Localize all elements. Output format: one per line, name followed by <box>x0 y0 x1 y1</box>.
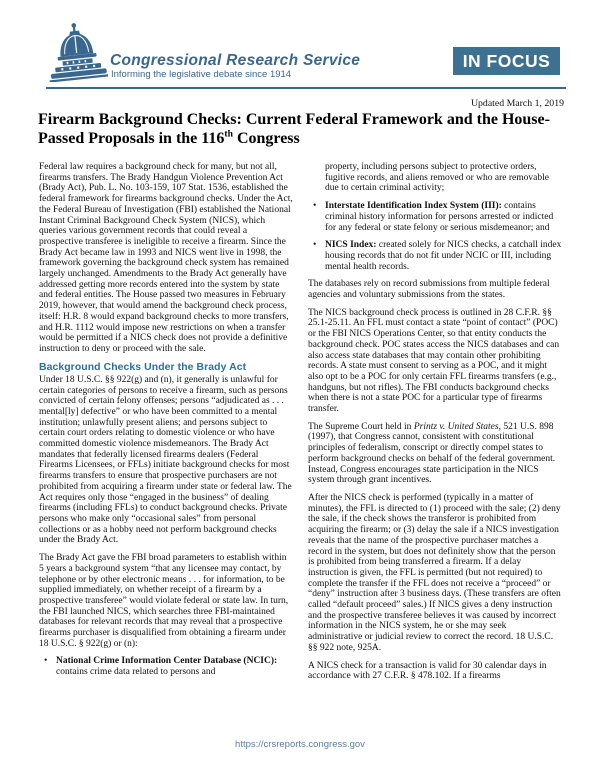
bullet-iii-text: contains criminal history information for persons arrested or indicted for any federal or state felony or serious misdemeanor; and <box>325 201 554 233</box>
document-title <box>38 111 566 149</box>
bullet-iii <box>308 201 562 233</box>
page-footer <box>0 739 600 750</box>
title-text: Firearm Background Checks: Current Federal Framework and the House-Passed Proposals in the 116 <box>38 111 550 147</box>
printz-post: , 521 U.S. 898 (1997), that Congress cannot, consistent with constitutional principles of federalism, conscript or directly compel states to perform background checks on behalf of the federal government. Instead, Congress encourages state participation in the NICS system through grant incentives. <box>308 421 556 486</box>
header-divider <box>46 87 566 89</box>
paragraph-poc-process: The NICS background check process is outlined in 28 C.F.R. §§ 25.1-25.11. An FFL must contact a state “point of contact” (POC) or the FBI NICS Operations Center, so that entity conducts the background check. POC states access the NICS databases and can also access state databases that may contain other prohibiting records. A state must consent to serving as a POC, and it might also opt to be a POC for only certain FFL firearms transfers (e.g., handguns, but not rifles). The FBI conducts background checks when there is not a state POC for a particular type of firearms transfer. <box>308 307 560 415</box>
section-heading-brady-act: Background Checks Under the Brady Act <box>39 361 247 373</box>
title-superscript: th <box>224 128 233 140</box>
bullet-ncic-continuation: property, including persons subject to protective orders, fugitive records, and aliens removed or who are removable due to certain criminal activity; <box>325 162 549 194</box>
printz-pre: The Supreme Court held in <box>308 421 414 432</box>
paragraph-check-outcomes: After the NICS check is performed (typically in a matter of minutes), the FFL is directed to (1) proceed with the sale; (2) deny the sale, if the check shows the transferor is prohibited from acquiring the firearm; or (3) delay the sale if a NICS investigation reveals that the name of the prospective purchaser matches a record in the system, but does not definitely show that the person is prohibited from being transferred a firearm. If a delay instruction is given, the FFL is permitted (but not required) to complete the transfer if the FFL does not receive a “proceed” or “deny” instruction after 3 business days. (These transfers are often called “default proceed” sales.) If NICS gives a deny instruction and the prospective transferee believes it was caused by incorrect information in the NICS system, he or she may seek administrative or judicial review to correct the record. 18 U.S.C. §§ 922 note, 925A. <box>308 492 561 653</box>
bullet-nics-index-lead: NICS Index: <box>325 240 377 251</box>
bullet-ncic-lead: National Crime Information Center Database (NCIC): <box>56 656 278 667</box>
bullet-nics-index-text: created solely for NICS checks, a catchall index housing records that do not fit under NCIC or III, including mental health records. <box>325 240 562 272</box>
right-column <box>308 162 562 689</box>
in-focus-badge: IN FOCUS <box>453 47 560 75</box>
printz-case-name: Printz v. United States <box>413 421 499 432</box>
org-name: Congressional Research Service <box>110 52 361 69</box>
paragraph-printz-case <box>308 422 562 486</box>
paragraph-check-validity: A NICS check for a transaction is valid for 30 calendar days in accordance with 27 C.F.R. § 478.102. If a firearms <box>308 660 547 682</box>
body-columns <box>39 162 563 689</box>
crs-reports-link[interactable]: https://crsreports.congress.gov <box>235 739 365 750</box>
updated-date: Updated March 1, 2019 <box>470 98 564 109</box>
bullet-ncic-text: contains crime data related to persons and <box>56 667 216 678</box>
paragraph-prohibited-persons: Under 18 U.S.C. §§ 922(g) and (n), it generally is unlawful for certain categories of persons to receive a firearm, such as persons convicted of certain felony offenses; persons “adjudicated as . . . mental[ly] defective” or who have been committed to a mental institution; unlawfully present aliens; and persons subject to certain court orders relating to domestic violence or who have committed domestic violence misdemeanors. The Brady Act mandates that federally licensed firearms dealers (Federal Firearms Licensees, or FFLs) initiate background checks for most firearms transfers to ensure that prospective purchasers are not prohibited from acquiring a firearm under state or federal law. The Act requires only those “engaged in the business” of dealing firearms (including FFLs) to conduct background checks. Private persons who make only “occasional sales” from personal collections or as a hobby need not perform background checks under the Brady Act. <box>39 374 292 546</box>
paragraph-nics-databases-intro: The Brady Act gave the FBI broad parameters to establish within 5 years a background system “that any licensee may contact, by telephone or by other electronic means . . . for information, to be supplied immediately, on whether receipt of a firearm by a prospective transferee” would violate federal or state law. In turn, the FBI launched NICS, which searches three FBI-maintained databases for relevant records that may reveal that a prospective firearms purchaser is disqualified from obtaining a firearm under 18 U.S.C. § 922(g) or (n): <box>39 553 289 649</box>
bullet-nics-index <box>308 240 562 272</box>
paragraph-intro: Federal law requires a background check for many, but not all, firearms transfers. The Brady Handgun Violence Prevention Act (Brady Act), Pub. L. No. 103-159, 107 Stat. 1536, established the federal framework for firearms background checks. Under the Act, the Federal Bureau of Investigation (FBI) established the National Instant Criminal Background Check System (NICS), which queries various government records that could reveal a prospective transferee is ineligible to receive a firearm. Since the Brady Act became law in 1993 and NICS went live in 1998, the framework governing the background check system has remained largely unchanged. Amendments to the Brady Act generally have addressed getting more records entered into the system by state and federal entities. The House passed two measures in February 2019, however, that would amend the background check process, itself: H.R. 8 would expand background checks to more transfers, and H.R. 1112 would impose new restrictions on when a transfer would be permitted if a NICS check does not provide a definitive instruction to deny or proceed with the sale. <box>39 162 293 354</box>
database-bullet-list <box>39 656 293 677</box>
bullet-ncic <box>39 656 293 677</box>
database-bullet-list-continued <box>308 201 562 272</box>
bullet-iii-lead: Interstate Identification Index System (III): <box>325 201 502 212</box>
title-text-end: Congress <box>232 129 300 147</box>
paragraph-record-submissions: The databases rely on record submissions from multiple federal agencies and voluntary submissions from the states. <box>308 279 550 301</box>
left-column <box>39 162 293 689</box>
org-tagline: Informing the legislative debate since 1914 <box>111 69 292 80</box>
capitol-dome-logo-icon <box>46 22 108 82</box>
